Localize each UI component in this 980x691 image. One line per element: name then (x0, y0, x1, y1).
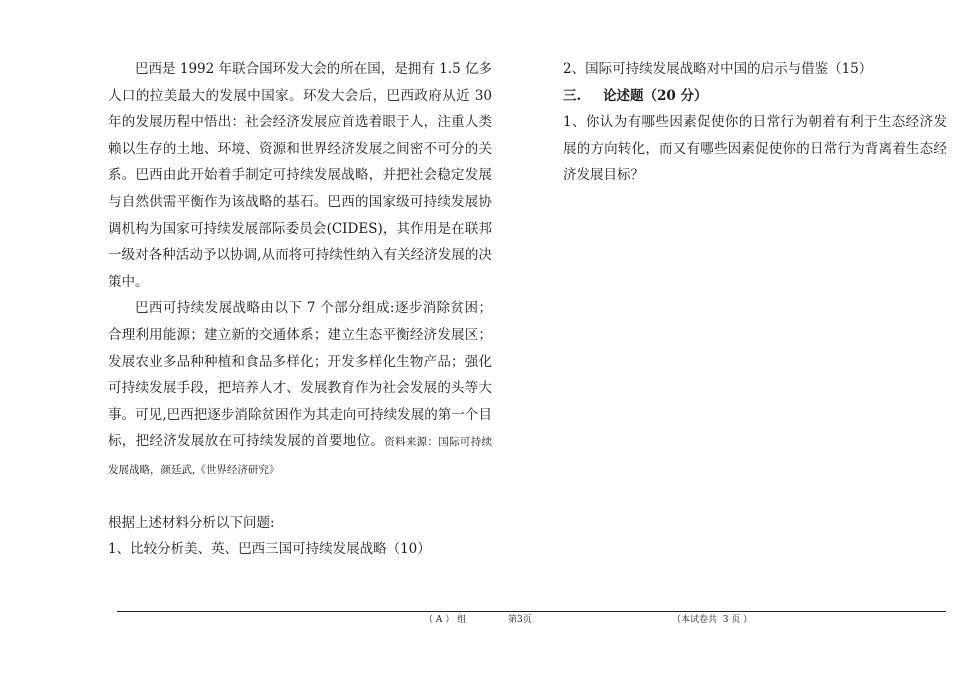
footer-group: （ A ） 组 (424, 615, 467, 625)
section-number: 三. (563, 87, 582, 104)
essay-question-1: 1、你认为有哪些因素促使你的日常行为朝着有利于生态经济发展的方向转化，而又有哪些因素促使你的日常行为背离着生态经济发展目标？ (563, 114, 947, 184)
footer-total-pages: （本试卷共 3 页 ） (672, 615, 753, 625)
section-heading (563, 83, 947, 110)
source-citation: 资料来源：国际可持续发展战略，颜廷武,《世界经济研究》 (108, 436, 493, 476)
spacer (108, 484, 492, 510)
material-paragraph-1: 巴西是 1992 年联合国环发大会的所在国，是拥有 1.5 亿多人口的拉美最大的发展中国家。环发大会后，巴西政府从近 30 年的发展历程中悟出：社会经济发展应首选着眼于人，注重人类赖以生存的土地、环境、资源和世界经济发展之间密不可分的关系。巴西由此开始着手制定可持续发展战略，并把社会稳定发展与自然供需平衡作为该战略的基石。巴西的国家级可持续发展协调机构为国家可持续发展部际委员会(CIDES)，其作用是在联邦一级对各种活动予以协调,从而将可持续性纳入有关经济发展的决策中。 (108, 61, 492, 290)
material-paragraph-2-text: 巴西可持续发展战略由以下 7 个部分组成:逐步消除贫困；合理利用能源；建立新的交通体系；建立生态平衡经济发展区；发展农业多品种种植和食品多样化；开发多样化生物产品；强化可持续发展手段，把培养人才、发展教育作为社会发展的头等大事。可见,巴西把逐步消除贫困作为其走向可持续发展的第一个目标，把经济发展放在可持续发展的首要地位。 (108, 300, 492, 450)
material-paragraph-2 (108, 295, 492, 483)
instruction-text: 根据上述材料分析以下问题: (108, 514, 275, 531)
section-title: 论述题（20 分） (603, 87, 708, 104)
footer-page-number: 第3页 (508, 615, 532, 625)
question-2: 2、国际可持续发展战略对中国的启示与借鉴（15） (563, 61, 873, 77)
footer-divider (117, 611, 946, 612)
left-column (108, 56, 492, 563)
question-1: 1、比较分析美、英、巴西三国可持续发展战略（10） (108, 541, 431, 558)
right-column (563, 56, 947, 189)
